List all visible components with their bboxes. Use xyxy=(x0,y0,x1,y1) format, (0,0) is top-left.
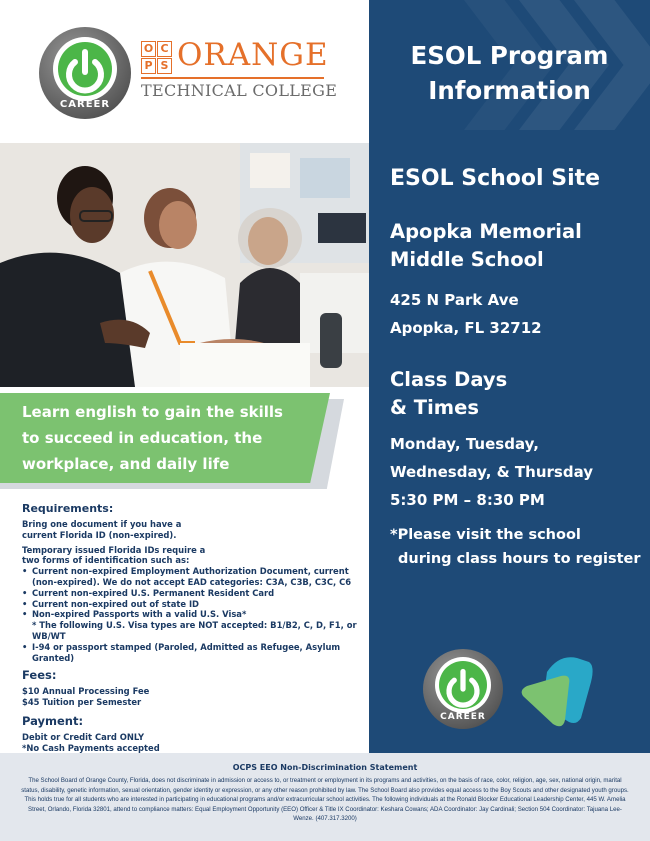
college-name: ORANGE xyxy=(177,37,329,73)
class-schedule: Monday, Tuesday, Wednesday, & Thursday 5:30 PM – 8:30 PM xyxy=(390,435,594,509)
college-subtitle: TECHNICAL COLLEGE xyxy=(141,81,338,100)
school-name: Apopka Memorial Middle School xyxy=(390,220,582,271)
classroom-photo xyxy=(0,143,369,387)
badge-label: CAREER xyxy=(59,99,111,110)
brand-divider xyxy=(141,77,324,79)
badge-label: CAREER xyxy=(440,712,486,722)
requirement-intro: two forms of identification such as: xyxy=(22,555,190,566)
requirement-intro: Bring one document if you have a xyxy=(22,519,182,529)
ocps-logo: O C P S xyxy=(141,41,173,75)
program-title: ESOL Program Information xyxy=(410,41,609,105)
fee-line: $45 Tuition per Semester xyxy=(22,697,142,708)
school-address: 425 N Park Ave Apopka, FL 32712 xyxy=(390,291,542,337)
triangle-logo-icon xyxy=(517,652,597,732)
class-days-heading: Class Days & Times xyxy=(390,368,508,419)
list-item: • Current non-expired U.S. Permanent Resident Card xyxy=(22,588,357,599)
fee-line: $10 Annual Processing Fee xyxy=(22,686,150,697)
requirement-intro: Temporary issued Florida IDs require a xyxy=(22,544,206,555)
registration-note: *Please visit the school during class hours to register xyxy=(390,527,641,567)
info-panel xyxy=(369,0,650,753)
tagline-text: Learn english to gain the skills to succeed in education, the workplace, and daily life xyxy=(22,403,283,473)
list-item: • Non-expired Passports with a valid U.S. Visa* xyxy=(22,609,357,620)
payment-line: Debit or Credit Card ONLY xyxy=(22,731,145,742)
eeo-heading: OCPS EEO Non-Discrimination Statement xyxy=(232,763,418,772)
visa-note: * The following U.S. Visa types are NOT accepted: B1/B2, C, D, F1, or WB/WT xyxy=(32,620,357,641)
eeo-statement: The School Board of Orange County, Florida, does not discriminate in admission or access to, or treatment or employment in its programs and activities, on the basis of race, color, religion, age, sex, national origin, marital status, disability, genetic information, sexual orientation, gender identity or expression, or any other reason prohibited by law. The School Board also provides equal access to the Boy Scouts and other designated youth groups. This holds true for all students who are interested in participating in educational programs and/or extracurricular school activities. The following individuals at the Ronald Blocker Educational Leadership Center, 445 W. Amelia Street, Orlando, Florida 32801, attend to compliance matters: Equal Employment Opportunity (EEO) Officer & Title IX Coordinator: Keshara Cowans; ADA Coordinator: Jay Cardinali; Section 504 Coordinator: Tajuana Lee-Wenze. (407.317.3200) xyxy=(21,777,629,823)
requirements-section xyxy=(22,502,357,754)
requirement-intro: current Florida ID (non-expired). xyxy=(22,529,177,540)
eeo-footer xyxy=(0,753,650,841)
requirements-heading: Requirements: xyxy=(22,502,114,515)
list-item: • Current non-expired out of state ID xyxy=(22,599,357,610)
payment-line: *No Cash Payments accepted xyxy=(22,742,160,753)
fees-heading: Fees: xyxy=(22,668,57,683)
career-logo-badge xyxy=(39,27,131,119)
power-icon xyxy=(435,661,491,717)
power-icon xyxy=(53,40,117,104)
school-site-heading: ESOL School Site xyxy=(390,166,601,191)
requirements-list xyxy=(22,566,357,620)
classroom-illustration xyxy=(0,143,369,387)
payment-heading: Payment: xyxy=(22,713,84,728)
list-item: • Current non-expired Employment Authorization Document, current (non-expired). We do not accept EAD categories: C3A, C3B, C3C, C6 xyxy=(22,566,357,588)
list-item: • I-94 or passport stamped (Paroled, Admitted as Refugee, Asylum Granted) xyxy=(22,642,357,664)
career-logo-badge-small xyxy=(423,649,503,729)
